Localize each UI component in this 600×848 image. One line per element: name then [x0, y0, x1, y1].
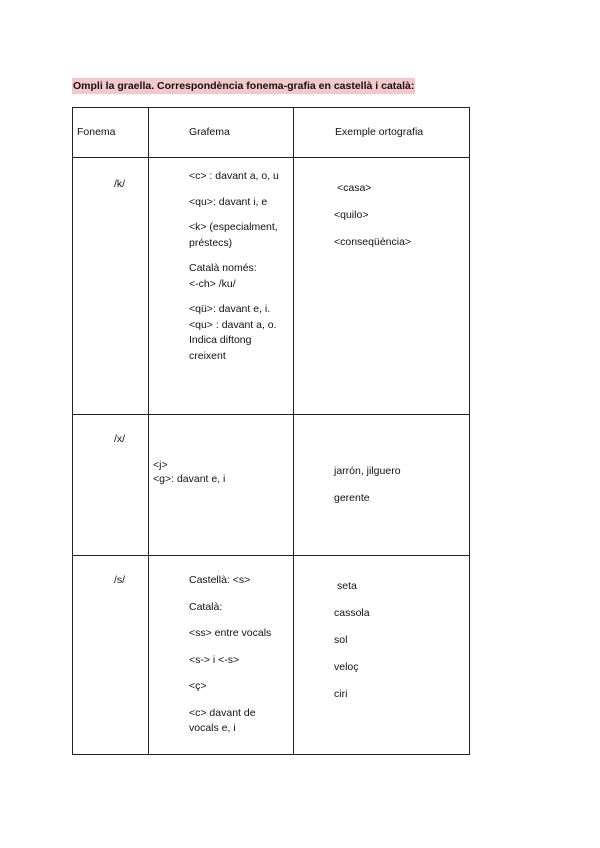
fonema-cell [73, 415, 149, 556]
grafema-line: <s-> i <-s> [189, 653, 240, 666]
header-cell-grafema [149, 108, 294, 158]
fonema-cell [73, 556, 149, 755]
grafema-line: <qu>: davant i, e [189, 195, 268, 208]
fonema-s: /s/ [114, 574, 126, 586]
grafema-line: vocals e, i [189, 722, 236, 734]
grafema-item [189, 653, 271, 669]
table-row-k [73, 158, 470, 415]
grafema-line: <c> davant de [189, 706, 256, 719]
grafema-item [189, 261, 279, 292]
grafema-line: préstecs) [189, 236, 233, 249]
grafema-cell [149, 415, 294, 556]
phoneme-grapheme-table [72, 107, 470, 755]
grafema-line: <c> : davant a, o, u [189, 170, 279, 182]
exemple-cell [294, 415, 470, 556]
grafema-line: <-ch> /ku/ [189, 277, 236, 290]
grafema-item [189, 220, 279, 251]
grafema-item [189, 679, 271, 695]
grafema-item [189, 195, 279, 211]
exemple-cell [294, 556, 470, 755]
header-fonema: Fonema [77, 126, 116, 138]
grafema-line: creixent [189, 349, 226, 362]
grafema-line: <ç> [189, 680, 207, 692]
grafema-line: <ss> entre vocals [189, 627, 272, 639]
grafema-list-x [153, 458, 225, 486]
grafema-item [189, 169, 279, 185]
grafema-cell [149, 158, 294, 415]
exemple-item: gerente [334, 492, 370, 504]
grafema-line: Castellà: <s> [189, 574, 251, 586]
header-cell-fonema [73, 108, 149, 158]
exemple-cell [294, 158, 470, 415]
grafema-item [189, 706, 271, 737]
grafema-cell [149, 556, 294, 755]
grafema-item [189, 573, 271, 589]
exemple-item: <casa> [337, 182, 372, 194]
header-grafema: Grafema [189, 126, 230, 138]
grafema-line: <qu> : davant a, o. [189, 318, 277, 331]
header-cell-exemple [294, 108, 470, 158]
page-title: Ompli la graella. Correspondència fonema-grafia en castellà i català: [73, 80, 415, 92]
table-row-x [73, 415, 470, 556]
grafema-list-s [189, 573, 271, 737]
grafema-item [189, 302, 279, 364]
grafema-item [189, 626, 271, 642]
exemple-item: <conseqüència> [334, 236, 412, 248]
table-header-row [73, 108, 470, 158]
exemple-item: veloç [334, 661, 359, 673]
grafema-line: <k> (especialment, [189, 221, 278, 233]
grafema-line: <qü>: davant e, i. [189, 303, 271, 315]
exemple-list-k [334, 175, 411, 256]
fonema-x: /x/ [114, 433, 126, 445]
exemple-list-x [334, 458, 401, 512]
exemple-item: sol [334, 634, 348, 646]
grafema-line: <g>: davant e, i [153, 473, 226, 485]
exemple-item: jarrón, jilguero [334, 465, 401, 477]
grafema-list-k [189, 169, 279, 364]
fonema-cell [73, 158, 149, 415]
exemple-item: <quilo> [334, 209, 369, 221]
grafema-line: Català només: [189, 262, 257, 274]
fonema-k: /k/ [114, 178, 126, 190]
grafema-line: <j> [153, 459, 168, 471]
exemple-item: cassola [334, 607, 370, 619]
grafema-item [189, 600, 271, 616]
exemple-list-s [334, 573, 370, 708]
table-row-s [73, 556, 470, 755]
exemple-item: seta [337, 580, 357, 592]
header-exemple: Exemple ortografia [335, 126, 424, 138]
grafema-line: Català: [189, 600, 223, 613]
exemple-item: ciri [334, 688, 348, 700]
grafema-line: Indica diftong [189, 334, 252, 346]
